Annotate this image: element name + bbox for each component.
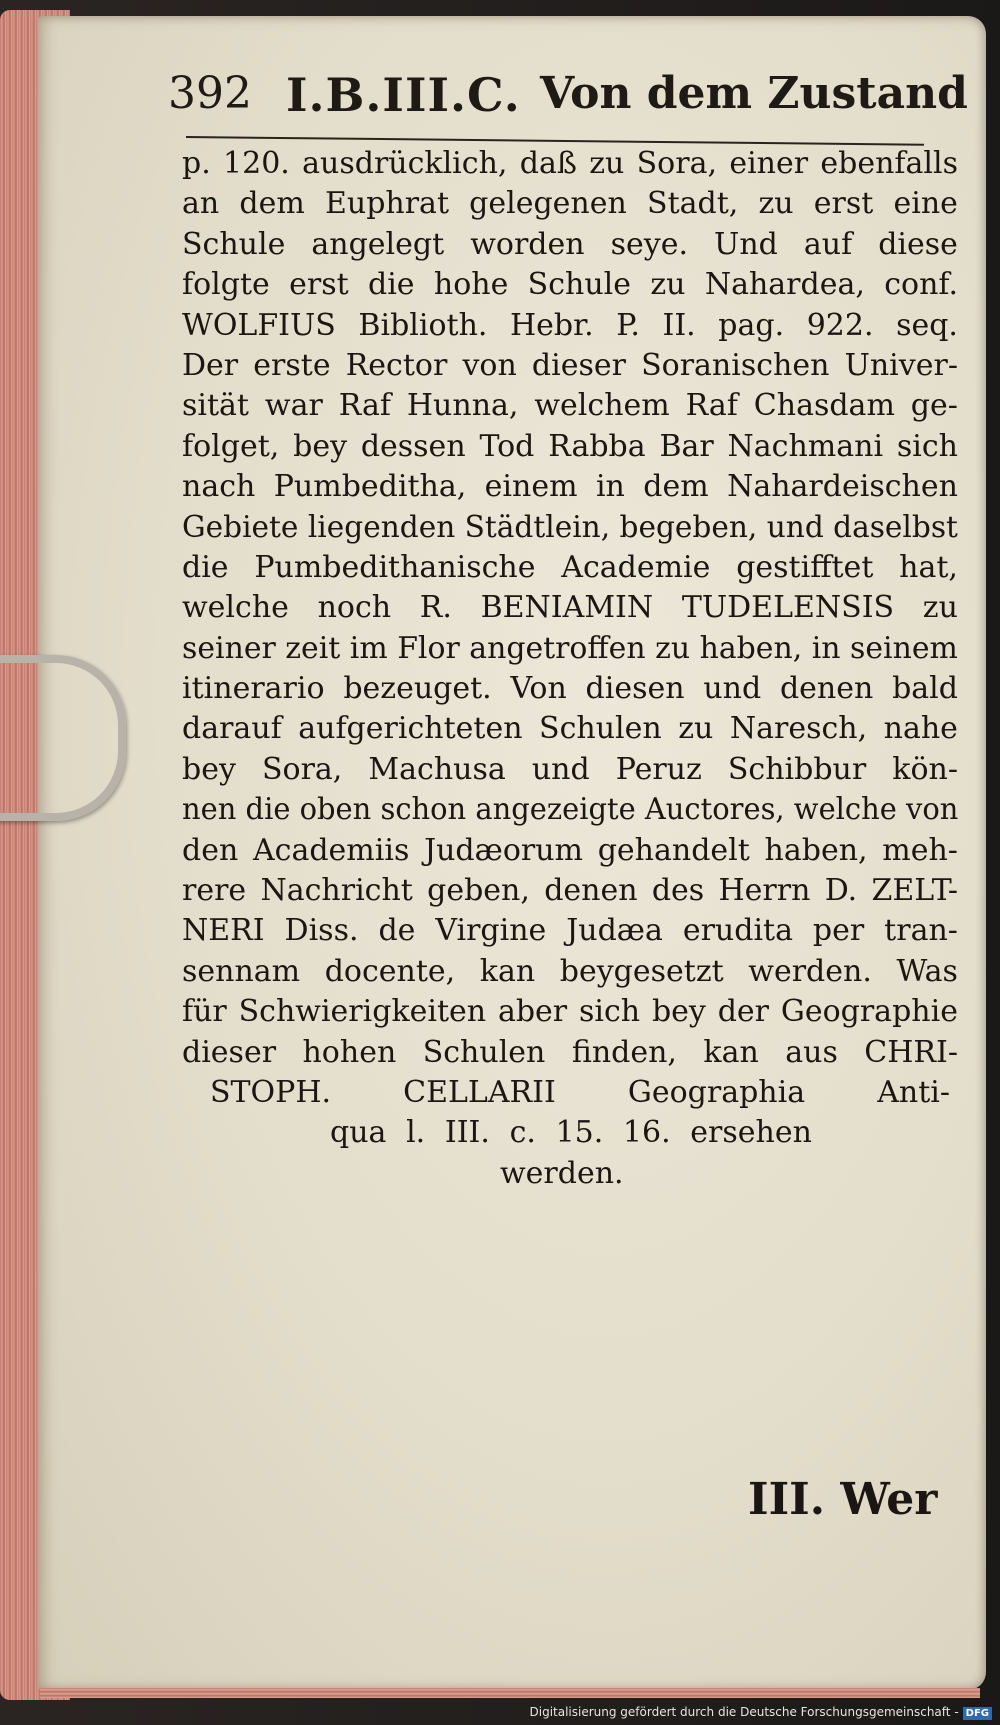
text-line: Schule angelegt worden seye. Und auf diese bbox=[182, 226, 958, 262]
text-line: WOLFIUS Biblioth. Hebr. P. II. pag. 922. seq. bbox=[182, 307, 958, 343]
text-line: NERI Diss. de Virgine Judæa erudita per tran- bbox=[182, 913, 958, 949]
running-title: Von dem Zustand bbox=[540, 68, 968, 119]
text-line: Gebiete liegenden Städtlein, begeben, und daselbst bbox=[182, 509, 958, 545]
text-line: werden. bbox=[500, 1155, 624, 1191]
credit-text: Digitalisierung gefördert durch die Deutsche Forschungsgemeinschaft - bbox=[529, 1705, 959, 1719]
text-line: seiner zeit im Flor angetroffen zu haben, in seinem bbox=[182, 630, 958, 666]
text-line: folget, bey dessen Tod Rabba Bar Nachmani sich bbox=[182, 428, 958, 464]
page-bottom-edge bbox=[40, 1688, 980, 1698]
text-line: nach Pumbeditha, einem in dem Nahardeischen bbox=[182, 469, 958, 505]
text-line: bey Sora, Machusa und Peruz Schibbur kön- bbox=[182, 751, 958, 787]
text-line: STOPH. CELLARII Geographia Anti- bbox=[210, 1074, 950, 1110]
text-line: den Academiis Judæorum gehandelt haben, meh- bbox=[182, 832, 958, 868]
body-text bbox=[182, 144, 958, 1194]
text-line: qua l. III. c. 15. 16. ersehen bbox=[330, 1115, 812, 1151]
text-line: dieser hohen Schulen finden, kan aus CHRI- bbox=[182, 1034, 958, 1070]
text-line: sität war Raf Hunna, welchem Raf Chasdam ge- bbox=[182, 388, 958, 424]
text-line: nen die oben schon angezeigte Auctores, welche von bbox=[182, 792, 959, 828]
text-line: darauf aufgerichteten Schulen zu Naresch, nahe bbox=[182, 711, 958, 747]
text-line: itinerario bezeuget. Von diesen und denen bald bbox=[182, 671, 958, 707]
page-number: 392 bbox=[168, 68, 252, 119]
dfg-logo: DFG bbox=[963, 1707, 992, 1720]
section-reference: I.B.III.C. bbox=[286, 68, 521, 122]
text-line: an dem Euphrat gelegenen Stadt, zu erst eine bbox=[182, 186, 958, 222]
text-line: welche noch R. BENIAMIN TUDELENSIS zu bbox=[182, 590, 958, 626]
page-header bbox=[168, 68, 968, 134]
text-line: sennam docente, kan beygesetzt werden. Was bbox=[182, 953, 958, 989]
digitization-credit bbox=[530, 1705, 993, 1720]
page-clip bbox=[0, 655, 126, 821]
text-line: folgte erst die hohe Schule zu Nahardea, conf. bbox=[182, 267, 958, 303]
text-line: für Schwierigkeiten aber sich bey der Geographie bbox=[182, 994, 958, 1030]
text-line: Der erste Rector von dieser Soranischen Univer- bbox=[182, 347, 958, 383]
text-line: die Pumbedithanische Academie gestifftet hat, bbox=[182, 549, 958, 585]
catchword: III. Wer bbox=[748, 1474, 938, 1525]
text-line: p. 120. ausdrücklich, daß zu Sora, einer ebenfalls bbox=[182, 146, 958, 181]
text-line: rere Nachricht geben, denen des Herrn D. ZELT- bbox=[182, 873, 958, 909]
